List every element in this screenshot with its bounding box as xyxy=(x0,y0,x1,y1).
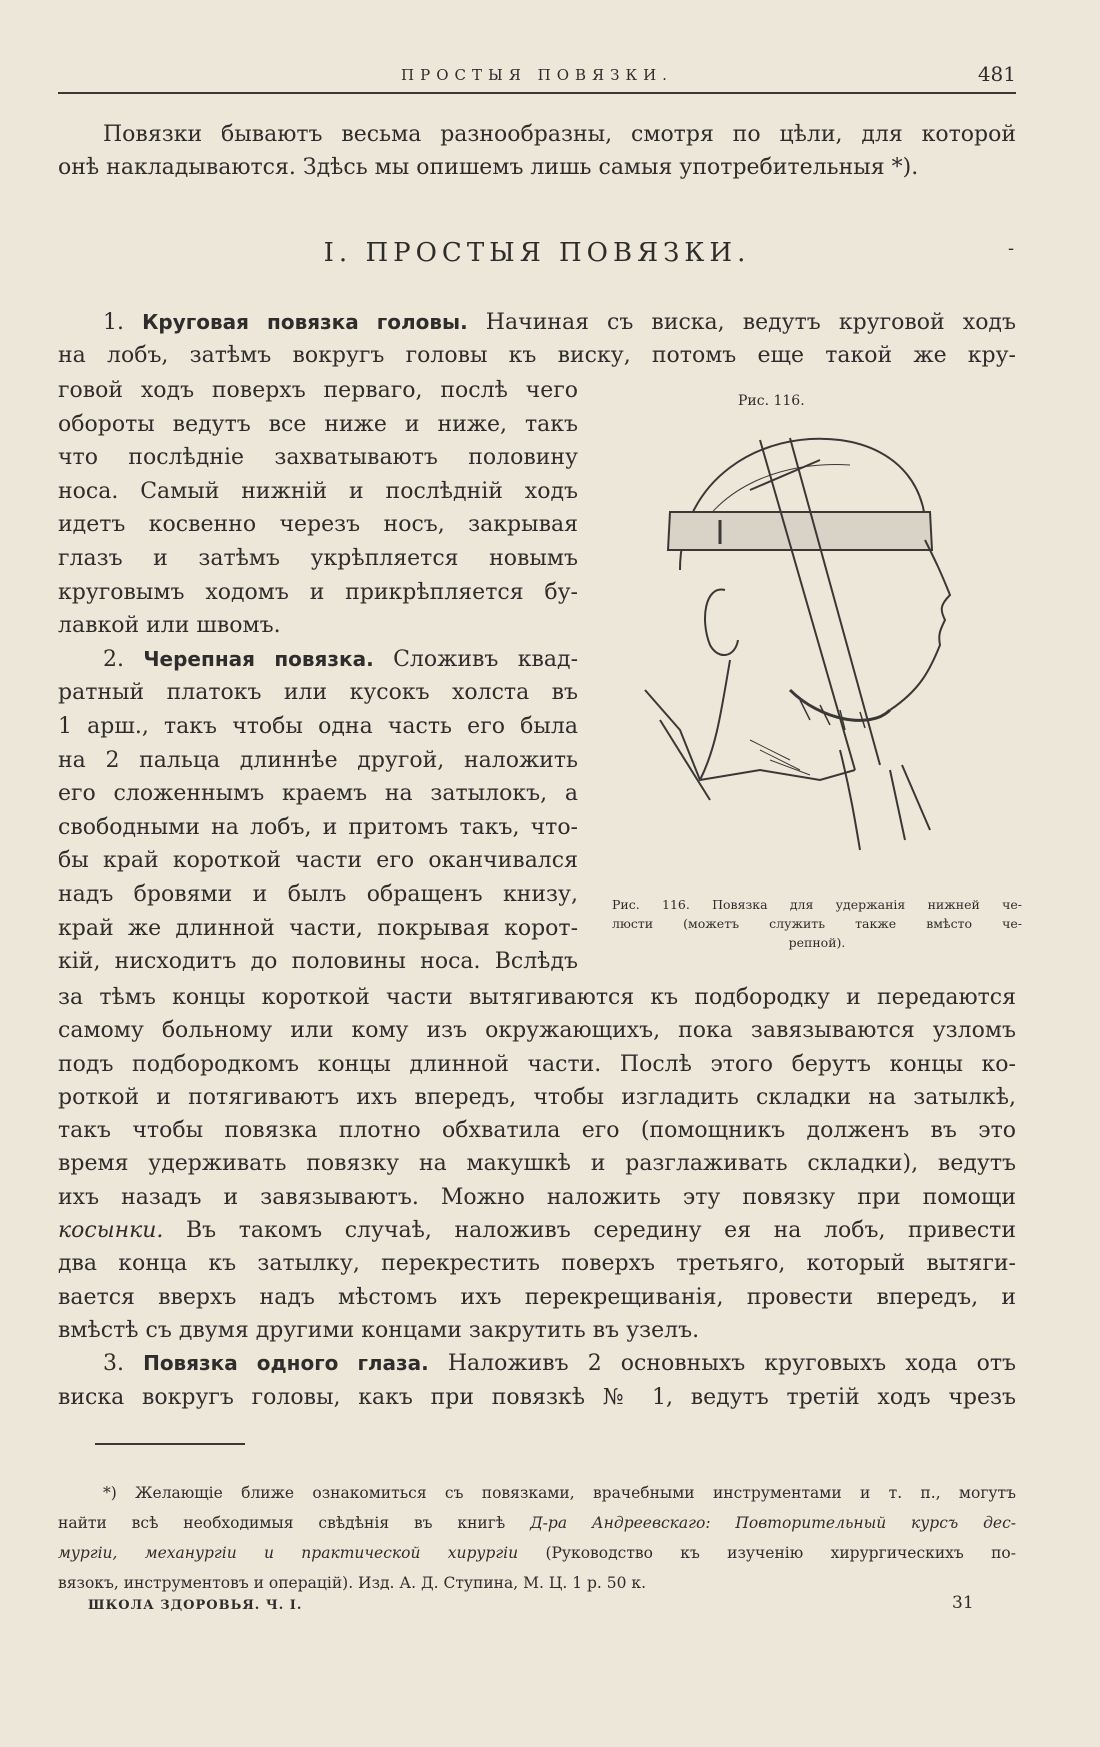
footnote xyxy=(58,1478,1016,1598)
item3-text: Наложивъ 2 основныхъ круговыхъ хода отъ xyxy=(447,1351,1016,1377)
item3-line: виска вокругъ головы, какъ при повязкѣ № 1, ведутъ третій ходъ чрезъ xyxy=(58,1384,1016,1410)
footnote-text: (Руководство къ изученію хирургическихъ по- xyxy=(545,1544,1016,1562)
item2-wrap-line: на 2 пальца длиннѣе другой, наложить xyxy=(58,747,578,773)
item1-wrap-line: глазъ и затѣмъ укрѣпляется новымъ xyxy=(58,545,578,571)
item2-line: роткой и потягиваютъ ихъ впередъ, чтобы изгладить складки на затылкѣ, xyxy=(58,1084,1016,1110)
footnote-line: *) Желающіе ближе ознакомиться съ повязками, врачебными инструментами и т. п., могутъ xyxy=(103,1484,1016,1502)
item1-wrap-line: круговымъ ходомъ и прикрѣпляется бу- xyxy=(58,579,578,605)
item2-line: за тѣмъ концы короткой части вытягиваются къ подбородку и передаются xyxy=(58,985,1016,1010)
item1-wrap-line: лавкой или швомъ. xyxy=(58,613,281,639)
item2-wrap-line: его сложеннымъ краемъ на затылокъ, а xyxy=(58,781,578,807)
item2-line: самому больному или кому изъ окружающихъ, пока завязываются узломъ xyxy=(58,1018,1016,1044)
item1-paragraph xyxy=(58,306,1016,372)
item2-wrap-line: край же длинной части, покрывая корот- xyxy=(58,915,578,941)
item2-text: Въ такомъ случаѣ, наложивъ середину ея на лобъ, привести xyxy=(186,1218,1016,1244)
figure-caption xyxy=(612,895,1022,952)
item1-wrap-line: носа. Самый нижній и послѣдній ходъ xyxy=(58,478,578,504)
item1-number: 1. xyxy=(103,310,124,335)
item2-line: подъ подбородкомъ концы длинной части. Послѣ этого берутъ концы ко- xyxy=(58,1051,1016,1077)
intro-paragraph xyxy=(58,118,1016,184)
item2-wrap-line: бы край короткой части его оканчивался xyxy=(58,848,578,874)
item3-first-line xyxy=(58,1347,1016,1380)
item2-line: время удерживать повязку на макушкѣ и разглаживать складки), ведутъ xyxy=(58,1151,1016,1177)
footnote-line: вязокъ, инструментовъ и операцій). Изд. А. Д. Ступина, М. Ц. 1 р. 50 к. xyxy=(58,1574,647,1592)
item2-wrap-line: 1 арш., такъ чтобы одна часть его была xyxy=(58,713,578,739)
caption-line: Рис. 116. Повязка для удержанія нижней че- xyxy=(612,897,1022,912)
footnote-book-title: Д-ра Андреевскаго: Повторительный курсъ дес- xyxy=(530,1514,1016,1532)
italic-word: косынки. xyxy=(58,1218,164,1244)
footer-signature: ШКОЛА ЗДОРОВЬЯ. Ч. I. xyxy=(88,1598,303,1613)
caption-line: репной). xyxy=(788,935,846,950)
footnote-line xyxy=(58,1538,1016,1568)
footnote-line xyxy=(58,1508,1016,1538)
section-heading: I. ПРОСТЫЯ ПОВЯЗКИ. xyxy=(323,238,751,268)
item2-first-line xyxy=(58,643,578,677)
item2-line: два конца къ затылку, перекрестить поверхъ третьяго, который вытяги- xyxy=(58,1251,1016,1277)
footnote-text: найти всѣ необходимыя свѣдѣнія въ книгѣ xyxy=(58,1514,506,1532)
intro-line: Повязки бываютъ весьма разнообразны, смотря по цѣли, для которой xyxy=(103,122,1016,147)
page-number: 481 xyxy=(977,62,1016,86)
item1-first-line xyxy=(58,306,1016,339)
item1-text: Начиная съ виска, ведутъ круговой ходъ xyxy=(485,310,1016,335)
footnote-rule xyxy=(95,1443,245,1445)
running-header xyxy=(58,62,1016,94)
item2-text: Сложивъ квад- xyxy=(393,646,578,672)
bandaged-head-illustration xyxy=(640,420,980,880)
margin-mark: - xyxy=(1008,238,1015,259)
item2-wrap-line: свободными на лобъ, и притомъ такъ, что- xyxy=(58,814,578,840)
item2-continued xyxy=(58,981,1016,1414)
item2-italic-line xyxy=(58,1214,1016,1247)
signature-number: 31 xyxy=(952,1593,974,1613)
item2-line: ихъ назадъ и завязываютъ. Можно наложить эту повязку при помощи xyxy=(58,1184,1016,1210)
item2-number: 2. xyxy=(103,646,124,672)
item3-number: 3. xyxy=(103,1351,124,1377)
item2-line: такъ чтобы повязка плотно обхватила его (помощникъ долженъ въ это xyxy=(58,1118,1016,1144)
item2-line: вается вверхъ надъ мѣстомъ ихъ перекрещиванія, провести впередъ, и xyxy=(58,1284,1016,1310)
wrapped-column xyxy=(58,374,578,979)
item1-line: на лобъ, затѣмъ вокругъ головы къ виску, потомъ еще такой же кру- xyxy=(58,343,1016,368)
item1-heading: Круговая повязка головы. xyxy=(142,310,468,334)
intro-line: онѣ накладываются. Здѣсь мы опишемъ лишь самыя употребительныя *). xyxy=(58,155,919,180)
item1-wrap-line: что послѣдніе захватываютъ половину xyxy=(58,445,578,471)
item2-line: вмѣстѣ съ двумя другими концами закрутить въ узелъ. xyxy=(58,1317,700,1343)
figure-label: Рис. 116. xyxy=(738,393,805,409)
item2-wrap-line: кій, нисходитъ до половины носа. Вслѣдъ xyxy=(58,949,578,975)
item2-wrap-line: ратный платокъ или кусокъ холста въ xyxy=(58,680,578,706)
caption-line: люсти (можетъ служить также вмѣсто че- xyxy=(612,916,1022,931)
item1-wrap-line: говой ходъ поверхъ перваго, послѣ чего xyxy=(58,378,578,403)
item1-wrap-line: обороты ведутъ все ниже и ниже, такъ xyxy=(58,411,578,437)
footnote-book-title: мургіи, механургіи и практической хирургіи xyxy=(58,1544,519,1562)
item2-heading: Черепная повязка. xyxy=(143,646,374,671)
running-title: ПРОСТЫЯ ПОВЯЗКИ. xyxy=(401,66,673,84)
item2-wrap-line: надъ бровями и былъ обращенъ книзу, xyxy=(58,881,578,907)
item3-heading: Повязка одного глаза. xyxy=(143,1351,429,1376)
item1-wrap-line: идетъ косвенно черезъ носъ, закрывая xyxy=(58,512,578,538)
